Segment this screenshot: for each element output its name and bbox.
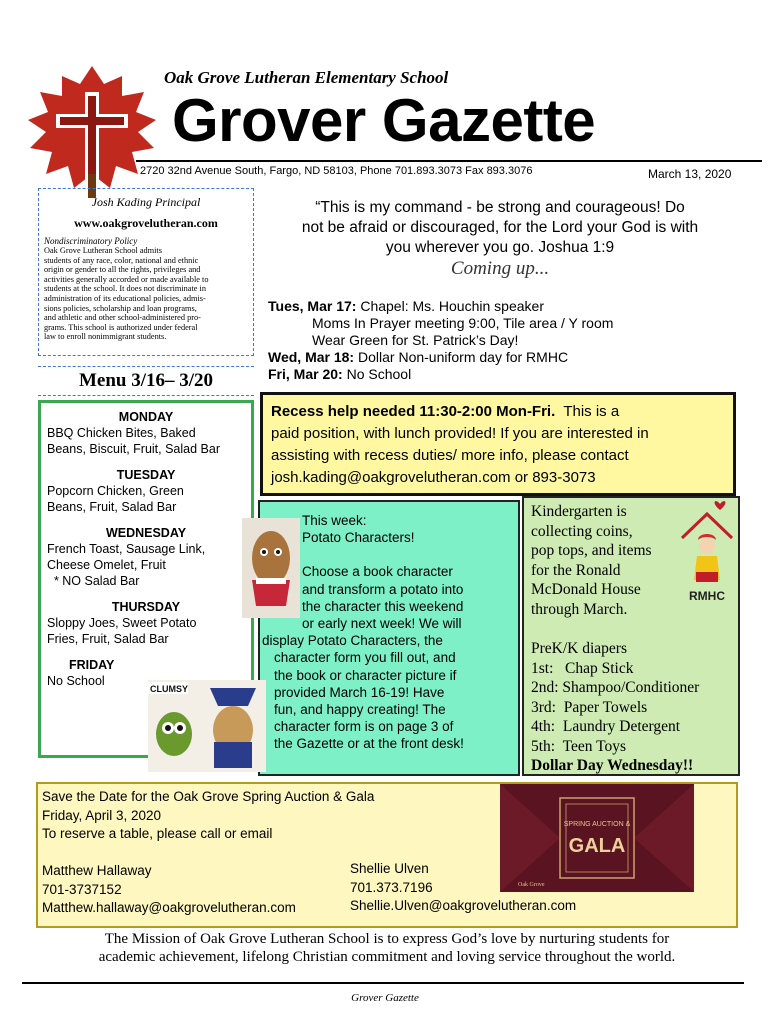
mission-statement — [36, 930, 738, 966]
policy-line: Oak Grove Lutheran School admits — [44, 246, 162, 255]
potato-line: Potato Characters! — [302, 530, 415, 546]
event-text: Moms In Prayer meeting 9:00, Tile area / Y room — [312, 315, 614, 331]
policy-title: Nondiscriminatory Policy — [44, 236, 138, 246]
recess-headline: Recess help needed 11:30-2:00 Mon-Fri. — [271, 403, 556, 420]
menu-day-monday: MONDAY — [118, 410, 174, 424]
contact-email[interactable]: Matthew.hallaway@oakgrovelutheran.com — [42, 900, 296, 915]
collection-item: 3rd: Paper Towels — [531, 698, 648, 716]
event-wednesday — [268, 349, 728, 366]
potato-line — [262, 546, 516, 563]
policy-line: sions policies, scholarship and loan programs, — [44, 303, 197, 313]
policy-line: students of any race, color, national and ethnic — [44, 255, 199, 265]
footer-title: Grover Gazette — [351, 992, 419, 1004]
menu-line: BBQ Chicken Bites, Baked — [47, 426, 196, 440]
auction-line: Save the Date for the Oak Grove Spring Auction & Gala — [42, 789, 375, 804]
quote-line: you wherever you go. Joshua 1:9 — [385, 239, 615, 256]
potato-line: character form you fill out, and — [274, 650, 456, 666]
auction-contact — [42, 862, 296, 918]
recess-contact[interactable]: josh.kading@oakgrovelutheran.com or 893-3073 — [271, 469, 596, 486]
potato-line: the character this weekend — [302, 598, 464, 614]
menu-line: Beans, Biscuit, Fruit, Salad Bar — [47, 442, 220, 456]
gala-card-title: GALA — [568, 835, 626, 857]
quote-line: “This is my command - be strong and courageous! Do — [315, 199, 685, 216]
potato-character-photo — [148, 680, 266, 772]
dollar-day: Dollar Day Wednesday!! — [531, 757, 694, 774]
recess-help-notice — [260, 392, 736, 496]
rmhc-line: through March. — [531, 600, 628, 618]
newsletter-title: Grover Gazette — [172, 87, 596, 154]
policy-line: origin or gender to all the rights, privileges and — [44, 265, 201, 275]
potato-line: fun, and happy creating! The — [274, 702, 446, 718]
school-address: 2720 32nd Avenue South, Fargo, ND 58103, Phone 701.893.3073 Fax 893.3076 — [140, 165, 533, 177]
event-text: No School — [342, 366, 412, 382]
oak-leaf-cross-logo — [22, 62, 162, 202]
school-website[interactable]: www.oakgrovelutheran.com — [74, 216, 218, 230]
policy-line: activities generally accorded or made available to — [44, 274, 209, 284]
potato-line: This week: — [302, 513, 367, 528]
mission-line: The Mission of Oak Grove Lutheran School is to express God’s love by nurturing students for — [104, 931, 670, 947]
diapers-title: PreK/K diapers — [531, 640, 627, 657]
quote-line: not be afraid or discouraged, for the Lord your God is with — [301, 219, 699, 236]
menu-line: No School — [47, 674, 105, 688]
menu-day-thursday: THURSDAY — [111, 600, 181, 614]
contact-phone: 701-3737152 — [42, 881, 122, 897]
recess-text: assisting with recess duties/ more info, please contact — [271, 447, 629, 464]
collection-schedule — [531, 639, 731, 776]
mission-line: academic achievement, lifelong Christian commitment and loving service throughout the world. — [98, 949, 676, 965]
school-name: Oak Grove Lutheran Elementary School — [164, 68, 449, 87]
menu-line: * NO Salad Bar — [47, 574, 140, 588]
menu-line: Beans, Fruit, Salad Bar — [47, 500, 177, 514]
recess-text: This is a — [555, 403, 620, 420]
menu-line: Cheese Omelet, Fruit — [47, 558, 166, 572]
event-date: Tues, Mar 17: — [268, 298, 357, 314]
event-tuesday — [268, 298, 728, 315]
rmhc-logo — [676, 498, 738, 604]
potato-line: the book or character picture if — [274, 667, 457, 683]
event-date: Wed, Mar 18: — [268, 349, 355, 365]
potato-line: the Gazette or at the front desk! — [274, 736, 464, 752]
gala-card-subtitle: SPRING AUCTION & — [563, 821, 631, 828]
policy-line: law to enroll nonimmigrant students. — [44, 332, 167, 342]
rmhc-line: McDonald House — [531, 581, 641, 598]
rmhc-line: Kindergarten is — [531, 503, 627, 520]
event-text: Dollar Non-uniform day for RMHC — [354, 349, 569, 365]
contact-name: Shellie Ulven — [350, 861, 429, 876]
menu-line: Fries, Fruit, Salad Bar — [47, 632, 169, 646]
rmhc-kindergarten-note — [531, 502, 681, 619]
contact-email[interactable]: Shellie.Ulven@oakgrovelutheran.com — [350, 898, 577, 913]
event-schedule — [268, 298, 728, 383]
policy-line: administration of its educational policies, admis- — [44, 293, 206, 303]
potato-line: Choose a book character — [302, 564, 453, 580]
auction-details — [42, 788, 374, 844]
collection-item: 2nd: Shampoo/Conditioner — [531, 679, 700, 696]
rmhc-logo-label: RMHC — [689, 589, 725, 603]
gala-card-logo: Oak Grove — [518, 882, 545, 888]
policy-line: students at the school. It does not discriminate in — [44, 284, 206, 294]
collection-item: 1st: Chap Stick — [531, 659, 634, 677]
menu-day-friday: FRIDAY — [69, 658, 115, 672]
contact-phone: 701.373.7196 — [350, 879, 433, 895]
potato-line: display Potato Characters, the — [262, 633, 443, 649]
policy-text — [44, 246, 248, 342]
auction-date: Friday, April 3, 2020 — [42, 807, 162, 823]
auction-line: To reserve a table, please call or email — [42, 826, 273, 841]
contact-name: Matthew Hallaway — [42, 863, 152, 878]
menu-line: Popcorn Chicken, Green — [47, 484, 184, 498]
policy-line: grams. This school is authorized under federal — [44, 322, 198, 332]
scripture-quote — [268, 198, 732, 258]
principal-info-box — [38, 188, 254, 356]
menu-title: Menu 3/16– 3/20 — [38, 366, 254, 396]
rmhc-line: for the Ronald — [531, 561, 621, 579]
rmhc-line: collecting coins, — [531, 522, 633, 540]
potato-line: and transform a potato into — [302, 581, 464, 597]
coming-up-heading: Coming up... — [450, 258, 550, 279]
potato-line: provided March 16-19! Have — [274, 684, 445, 700]
menu-day-wednesday: WEDNESDAY — [105, 526, 187, 540]
collection-item: 5th: Teen Toys — [531, 737, 626, 755]
collection-item: 4th: Laundry Detergent — [531, 718, 681, 735]
policy-line: and athletic and other school-administered pro- — [44, 313, 201, 323]
event-text: Wear Green for St. Patrick’s Day! — [312, 332, 519, 348]
event-date: Fri, Mar 20: — [268, 366, 343, 382]
menu-line: French Toast, Sausage Link, — [47, 542, 206, 556]
potato-characters-text — [262, 512, 516, 753]
photo-caption: CLUMSY — [150, 684, 188, 694]
header-divider — [136, 160, 762, 162]
event-friday — [268, 366, 728, 383]
rmhc-line: pop tops, and items — [531, 542, 652, 559]
potato-line: or early next week! We will — [302, 616, 462, 632]
footer-divider — [22, 982, 744, 984]
menu-day-tuesday: TUESDAY — [116, 468, 176, 482]
gala-card-image — [500, 784, 694, 892]
event-text: Chapel: Ms. Houchin speaker — [356, 298, 544, 314]
issue-date: March 13, 2020 — [648, 167, 732, 181]
recess-text: paid position, with lunch provided! If you are interested in — [271, 425, 649, 442]
potato-line: character form is on page 3 of — [274, 719, 454, 735]
principal-name: Josh Kading Principal — [91, 195, 201, 209]
menu-line: Sloppy Joes, Sweet Potato — [47, 616, 197, 630]
